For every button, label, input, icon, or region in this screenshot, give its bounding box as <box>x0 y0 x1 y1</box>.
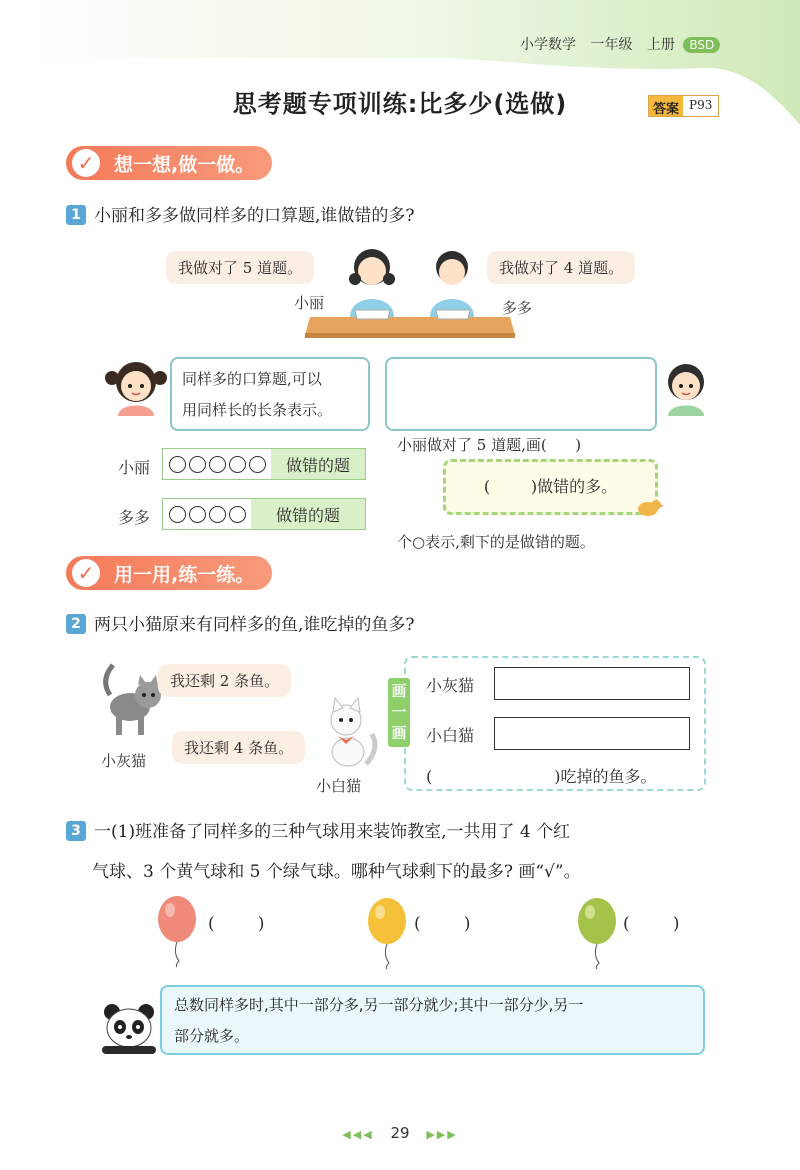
speech-bubble-xiaoli: 我做对了 5 道题。 <box>166 251 314 284</box>
bird-icon <box>634 497 664 517</box>
correct-circle <box>169 506 186 523</box>
question-number: 3 <box>66 821 86 841</box>
yellow-balloon-icon <box>365 897 409 969</box>
balloon-answer-green[interactable]: ( ) <box>623 914 680 934</box>
answer-label: 答案 <box>649 96 683 116</box>
question-number: 2 <box>66 614 86 634</box>
question-text: 一(1)班准备了同样多的三种气球用来装饰教室,一共用了 4 个红 <box>94 822 571 842</box>
speech-bubble-duoduo: 我做对了 4 道题。 <box>487 251 635 284</box>
page-number: 29 <box>390 1124 410 1142</box>
name-label-white-cat: 小白猫 <box>316 777 362 795</box>
draw-tag-char: 一 <box>391 703 407 721</box>
question-3-line-2: 气球、3 个黄气球和 5 个绿气球。哪种气球剩下的最多? 画“√”。 <box>92 862 581 882</box>
bar-xiaoli <box>162 448 366 480</box>
balloon-answer-yellow[interactable]: ( ) <box>414 914 471 934</box>
balloon-answer-red[interactable]: ( ) <box>208 914 265 934</box>
page-footer <box>0 1124 800 1142</box>
draw-tag-char: 画 <box>391 724 407 742</box>
white-cat-illustration <box>318 694 380 770</box>
header-book-info <box>520 34 730 54</box>
panda-icon <box>100 1002 158 1054</box>
section-banner-label: 用一用,练一练。 <box>114 563 255 586</box>
correct-circle <box>209 456 226 473</box>
subject-label: 小学数学 <box>520 37 576 53</box>
section-banner-label: 想一想,做一做。 <box>114 153 255 176</box>
hint-bubble-left <box>170 357 370 431</box>
wrong-segment: 做错的题 <box>251 499 365 529</box>
correct-circle <box>229 506 246 523</box>
correct-circles <box>163 456 271 473</box>
correct-circle <box>169 456 186 473</box>
correct-circle <box>209 506 226 523</box>
girl-avatar <box>104 358 168 416</box>
speech-bubble-grey-cat: 我还剩 2 条鱼。 <box>158 664 291 697</box>
children-at-desk-illustration <box>300 245 520 340</box>
name-label-duoduo: 多多 <box>502 299 533 317</box>
answer-page: P93 <box>683 96 718 116</box>
check-icon: ✓ <box>72 559 100 587</box>
wrong-segment: 做错的题 <box>271 449 365 479</box>
tip-line: 部分就多。 <box>174 1027 250 1045</box>
boy-avatar <box>660 360 712 416</box>
bar-duoduo <box>162 498 366 530</box>
name-label-xiaoli: 小丽 <box>294 294 325 312</box>
check-icon: ✓ <box>72 149 100 177</box>
hint-line: 同样多的口算题,可以 <box>182 370 322 388</box>
grade-label: 一年级 <box>590 37 633 53</box>
question-1 <box>66 201 415 226</box>
left-arrows-icon: ◀◀◀ <box>342 1128 374 1141</box>
question-2 <box>66 610 415 635</box>
hint-line: 用同样长的长条表示。 <box>182 401 333 419</box>
correct-circle <box>229 456 246 473</box>
speech-bubble-white-cat: 我还剩 4 条鱼。 <box>172 731 305 764</box>
bar-label-duoduo: 多多 <box>118 508 151 527</box>
answer-line-q2[interactable]: ( )吃掉的鱼多。 <box>426 767 657 786</box>
edition-badge: BSD <box>683 37 720 53</box>
question-text: 两只小猫原来有同样多的鱼,谁吃掉的鱼多? <box>94 615 415 635</box>
draw-box-white-cat[interactable] <box>494 717 690 750</box>
hint-line: 个○表示,剩下的是做错的题。 <box>397 533 595 551</box>
grey-cat-illustration <box>98 655 168 740</box>
volume-label: 上册 <box>646 37 675 53</box>
draw-tag <box>388 678 410 747</box>
correct-circle <box>189 506 206 523</box>
right-arrows-icon: ▶▶▶ <box>426 1128 458 1141</box>
bar-label-xiaoli: 小丽 <box>118 458 151 477</box>
section-banner-think <box>66 146 272 180</box>
answer-box-q1[interactable]: ( )做错的多。 <box>443 459 658 515</box>
green-balloon-icon <box>575 897 619 969</box>
tip-line: 总数同样多时,其中一部分多,另一部分就少;其中一部分少,另一 <box>174 996 584 1014</box>
section-banner-practice <box>66 556 272 590</box>
name-label-grey-cat: 小灰猫 <box>101 752 147 770</box>
question-3-line-1 <box>66 817 570 842</box>
correct-circles <box>163 506 251 523</box>
question-number: 1 <box>66 205 86 225</box>
draw-box-grey-cat[interactable] <box>494 667 690 700</box>
tip-box <box>160 985 705 1055</box>
question-text: 小丽和多多做同样多的口算题,谁做错的多? <box>94 206 415 226</box>
correct-circle <box>189 456 206 473</box>
draw-row-label-grey-cat: 小灰猫 <box>426 676 475 695</box>
answer-reference <box>648 95 719 117</box>
red-balloon-icon <box>155 895 199 967</box>
page-title: 思考题专项训练:比多少(选做) <box>232 90 568 118</box>
header-background <box>0 0 800 150</box>
hint-line: 小丽做对了 5 道题,画( ) <box>397 436 582 454</box>
draw-row-label-white-cat: 小白猫 <box>426 726 475 745</box>
correct-circle <box>249 456 266 473</box>
draw-tag-char: 画 <box>391 682 407 700</box>
